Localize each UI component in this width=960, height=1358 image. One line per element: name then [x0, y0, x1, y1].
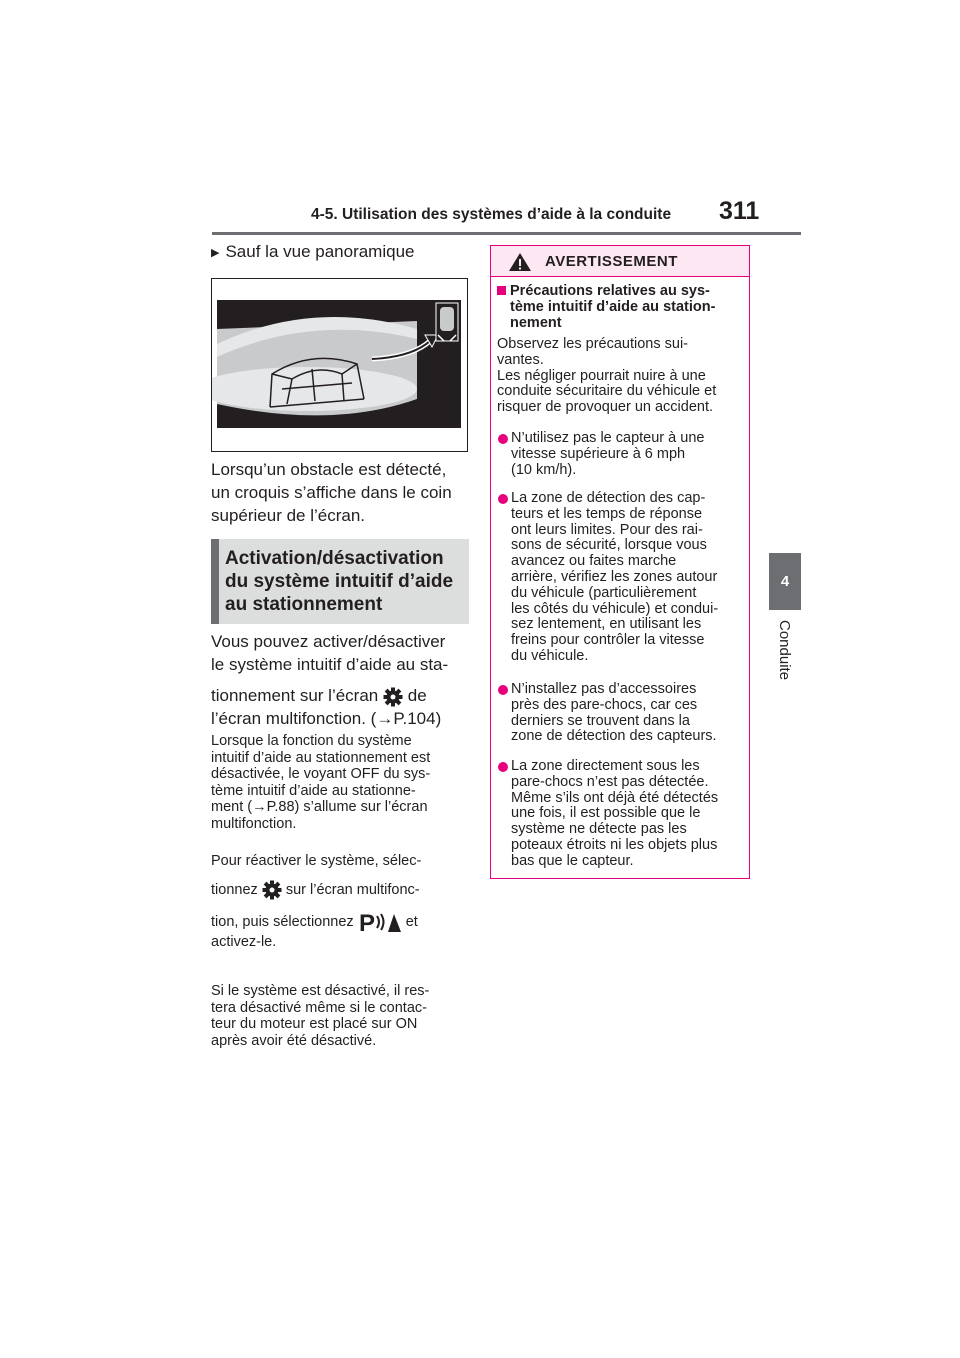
warning-item: N’utilisez pas le capteur à une vitesse supérieure à 6 mph (10 km/h). — [511, 430, 705, 478]
chapter-label: Conduite — [776, 620, 793, 681]
dot-bullet-icon — [498, 762, 508, 772]
note-stays-off: Si le système est désactivé, il res- tera désactivé même si le contac- teur du moteur est placé sur ON après avoir été désactivé. — [211, 983, 430, 1049]
section-bar — [211, 539, 219, 624]
activation-paragraph: Vous pouvez activer/désactiver le système intuitif d’aide au sta- tionnement sur l’écran de l’écran multifonction. (→P.104) — [211, 632, 449, 728]
warning-subheading: Précautions relatives au sys- tème intuitif d’aide au station- nement — [497, 284, 715, 331]
figure-caption: Lorsqu’un obstacle est détecté, un croquis s’affiche dans le coin supérieur de l’écran. — [211, 460, 452, 525]
warning-triangle-icon — [508, 252, 532, 272]
note-deactivated: Lorsque la fonction du système intuitif d’aide au stationnement est désactivée, le voyant OFF du sys- tème intuitif d’aide au stationne- ment (→P.88) s’allume sur l’écran multifonction. — [211, 733, 431, 832]
chapter-tab: 4 — [769, 553, 801, 610]
svg-text:P: P — [358, 909, 375, 934]
warning-intro: Observez les précautions sui- vantes. Les négliger pourrait nuire à une conduite sécuritaire du véhicule et risquer de provoquer un accident. — [497, 336, 717, 416]
section-heading: Activation/désactivation du système intuitif d’aide au stationnement — [211, 539, 469, 624]
warning-item: La zone directement sous les pare-chocs n’est pas détectée. Même s’ils ont déjà été détectés une fois, il est possible que le système ne détecte pas les poteaux étroits ni les objets plus bas que le capteur. — [511, 758, 719, 869]
section-title: 4-5. Utilisation des systèmes d’aide à la conduite — [311, 206, 672, 223]
page-number: 311 — [719, 197, 760, 225]
warning-box — [490, 245, 750, 879]
header-rule — [212, 232, 801, 235]
warning-title: AVERTISSEMENT — [545, 253, 678, 270]
note-reactivate: Pour réactiver le système, sélec- tionnez sur l’écran multifonc- tion, puis sélectionnez P et activez-le. — [211, 853, 422, 950]
parking-screen-illustration — [211, 278, 468, 452]
dot-bullet-icon — [498, 434, 508, 444]
square-bullet-icon — [497, 286, 506, 295]
warning-item: N’installez pas d’accessoires près des pare-chocs, car ces derniers se trouvent dans la zone de détection des capteurs. — [511, 681, 717, 745]
dot-bullet-icon — [498, 685, 508, 695]
arrow-bullet-icon: ▶ — [211, 247, 220, 259]
bullet-heading: ▶ Sauf la vue panoramique — [211, 242, 415, 261]
warning-header — [491, 246, 749, 277]
gear-icon — [262, 880, 282, 900]
parking-sensor-icon — [358, 910, 402, 934]
gear-icon — [383, 687, 403, 707]
warning-item: La zone de détection des cap- teurs et les temps de réponse ont leurs limites. Pour des rai- sons de sécurité, lorsque vous avancez ou faites marche arrière, vérifiez les zones autour du véhicule (particulièrement les côtés du véhicule) et condui- sez lentement, en utilisant les freins pour contrôler la vitesse du véhicule. — [511, 490, 719, 664]
dot-bullet-icon — [498, 494, 508, 504]
